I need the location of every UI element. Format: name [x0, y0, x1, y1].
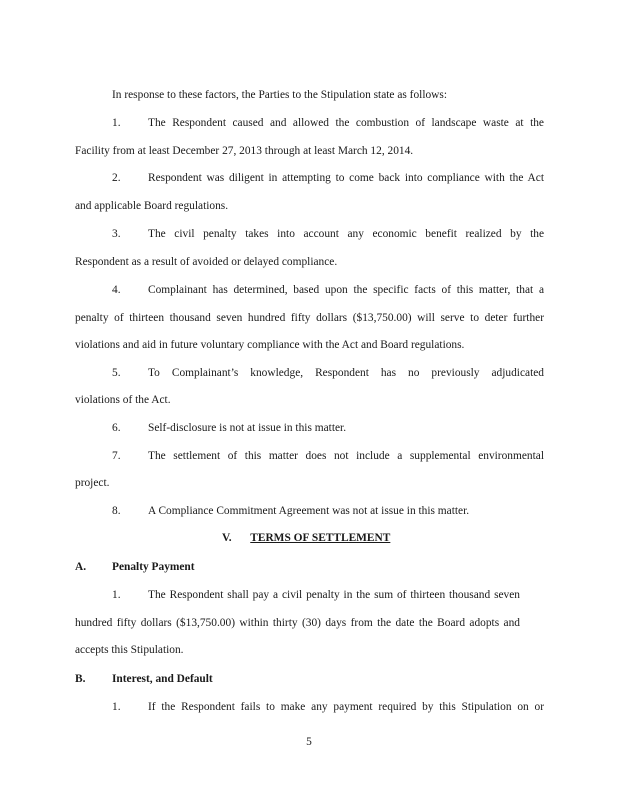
item-5-number: 5. — [112, 367, 121, 379]
item-7-line-1: The settlement of this matter does not include a supplemental environmental — [148, 450, 544, 462]
item-8-line-1: A Compliance Commitment Agreement was not at issue in this matter. — [148, 505, 470, 517]
item-4-line-2: penalty of thirteen thousand seven hundred fifty dollars ($13,750.00) will serve to deter further — [75, 312, 544, 324]
section-a-item-1-number: 1. — [112, 589, 121, 601]
page-number: 5 — [306, 736, 312, 748]
item-4-line-3: violations and aid in future voluntary compliance with the Act and Board regulations. — [75, 339, 465, 351]
item-6-number: 6. — [112, 422, 121, 434]
section-v-heading — [222, 532, 390, 544]
item-2-line-1: Respondent was diligent in attempting to come back into compliance with the Act — [148, 172, 544, 184]
section-b-item-1-number: 1. — [112, 701, 121, 713]
item-4-number: 4. — [112, 284, 121, 296]
section-v-roman: V. — [222, 532, 232, 544]
item-8-number: 8. — [112, 505, 121, 517]
item-7-number: 7. — [112, 450, 121, 462]
item-2-line-2: and applicable Board regulations. — [75, 200, 229, 212]
section-a-item-1-line-1: The Respondent shall pay a civil penalty in the sum of thirteen thousand seven — [148, 589, 520, 601]
section-a-title: Penalty Payment — [112, 561, 195, 573]
section-b-letter: B. — [75, 673, 86, 685]
section-v-title: TERMS OF SETTLEMENT — [250, 532, 391, 544]
item-3-number: 3. — [112, 228, 121, 240]
item-3-line-2: Respondent as a result of avoided or delayed compliance. — [75, 256, 338, 268]
item-1-number: 1. — [112, 117, 121, 129]
item-5-line-1: To Complainant’s knowledge, Respondent has no previously adjudicated — [148, 367, 544, 379]
section-a-item-1-line-2: hundred fifty dollars ($13,750.00) within thirty (30) days from the date the Board adopts and — [75, 617, 520, 629]
section-b-title: Interest, and Default — [112, 673, 213, 685]
section-b-item-1-line-1: If the Respondent fails to make any payment required by this Stipulation on or — [148, 701, 544, 713]
item-1-line-1: The Respondent caused and allowed the combustion of landscape waste at the — [148, 117, 544, 129]
item-6-line-1: Self-disclosure is not at issue in this matter. — [148, 422, 347, 434]
section-a-item-1-line-3: accepts this Stipulation. — [75, 644, 184, 656]
section-a-letter: A. — [75, 561, 87, 573]
item-5-line-2: violations of the Act. — [75, 394, 171, 406]
item-3-line-1: The civil penalty takes into account any economic benefit realized by the — [148, 228, 544, 240]
item-2-number: 2. — [112, 172, 121, 184]
item-1-line-2: Facility from at least December 27, 2013 through at least March 12, 2014. — [75, 145, 414, 157]
item-7-line-2: project. — [75, 477, 110, 489]
intro-paragraph: In response to these factors, the Parties to the Stipulation state as follows: — [112, 89, 448, 101]
item-4-line-1: Complainant has determined, based upon the specific facts of this matter, that a — [148, 284, 544, 296]
